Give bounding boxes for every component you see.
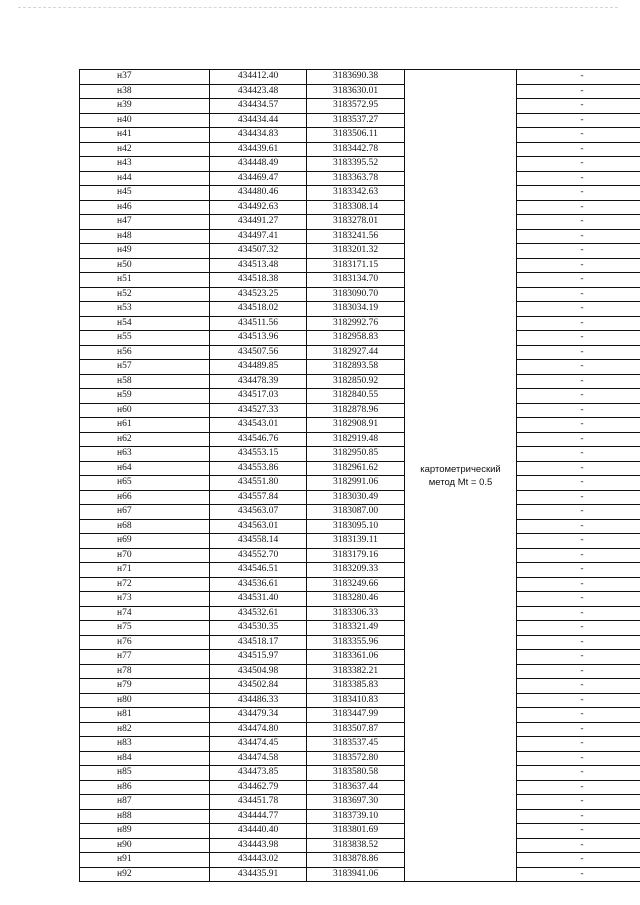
y-coordinate-cell: 3183278.01 — [307, 215, 405, 230]
y-coordinate-cell: 3183739.10 — [307, 809, 405, 824]
y-coordinate-cell: 3183030.49 — [307, 490, 405, 505]
description-cell: - — [517, 432, 640, 447]
y-coordinate-cell: 3182992.76 — [307, 316, 405, 331]
description-cell: - — [517, 128, 640, 143]
y-coordinate-cell: 3182950.85 — [307, 447, 405, 462]
description-cell: - — [517, 186, 640, 201]
y-coordinate-cell: 3183537.45 — [307, 737, 405, 752]
point-name-cell: н39 — [80, 99, 210, 114]
x-coordinate-cell: 434443.02 — [210, 853, 307, 868]
description-cell: - — [517, 331, 640, 346]
description-cell: - — [517, 374, 640, 389]
point-name-cell: н46 — [80, 200, 210, 215]
description-cell: - — [517, 316, 640, 331]
point-name-cell: н51 — [80, 273, 210, 288]
point-name-cell: н52 — [80, 287, 210, 302]
description-cell: - — [517, 244, 640, 259]
x-coordinate-cell: 434504.98 — [210, 664, 307, 679]
point-name-cell: н79 — [80, 679, 210, 694]
table-row — [80, 780, 640, 795]
table-row — [80, 99, 640, 114]
description-cell: - — [517, 345, 640, 360]
table-row — [80, 157, 640, 172]
description-cell: - — [517, 113, 640, 128]
description-cell: - — [517, 780, 640, 795]
y-coordinate-cell: 3183580.58 — [307, 766, 405, 781]
description-cell: - — [517, 766, 640, 781]
description-cell: - — [517, 84, 640, 99]
description-cell: - — [517, 418, 640, 433]
point-name-cell: н76 — [80, 635, 210, 650]
y-coordinate-cell: 3182850.92 — [307, 374, 405, 389]
x-coordinate-cell: 434518.17 — [210, 635, 307, 650]
x-coordinate-cell: 434435.91 — [210, 867, 307, 882]
y-coordinate-cell: 3182958.83 — [307, 331, 405, 346]
description-cell: - — [517, 737, 640, 752]
y-coordinate-cell: 3183087.00 — [307, 505, 405, 520]
table-row — [80, 505, 640, 520]
y-coordinate-cell: 3183630.01 — [307, 84, 405, 99]
description-cell: - — [517, 650, 640, 665]
y-coordinate-cell: 3183134.70 — [307, 273, 405, 288]
table-row — [80, 360, 640, 375]
table-row — [80, 447, 640, 462]
table-row — [80, 244, 640, 259]
y-coordinate-cell: 3183280.46 — [307, 592, 405, 607]
description-cell: - — [517, 360, 640, 375]
description-cell: - — [517, 490, 640, 505]
table-row — [80, 128, 640, 143]
table-row — [80, 679, 640, 694]
table-row — [80, 519, 640, 534]
point-name-cell: н91 — [80, 853, 210, 868]
y-coordinate-cell: 3183090.70 — [307, 287, 405, 302]
table-row — [80, 476, 640, 491]
x-coordinate-cell: 434478.39 — [210, 374, 307, 389]
y-coordinate-cell: 3183171.15 — [307, 258, 405, 273]
y-coordinate-cell: 3183801.69 — [307, 824, 405, 839]
point-name-cell: н61 — [80, 418, 210, 433]
table-row — [80, 461, 640, 476]
x-coordinate-cell: 434513.96 — [210, 331, 307, 346]
method-accuracy: метод Mt = 0.5 — [428, 476, 493, 488]
y-coordinate-cell: 3183637.44 — [307, 780, 405, 795]
y-coordinate-cell: 3183941.06 — [307, 867, 405, 882]
y-coordinate-cell: 3183395.52 — [307, 157, 405, 172]
y-coordinate-cell: 3183321.49 — [307, 621, 405, 636]
x-coordinate-cell: 434558.14 — [210, 534, 307, 549]
x-coordinate-cell: 434434.44 — [210, 113, 307, 128]
point-name-cell: н82 — [80, 722, 210, 737]
table-row — [80, 664, 640, 679]
table-row — [80, 229, 640, 244]
x-coordinate-cell: 434543.01 — [210, 418, 307, 433]
description-cell: - — [517, 534, 640, 549]
y-coordinate-cell: 3183306.33 — [307, 606, 405, 621]
point-name-cell: н56 — [80, 345, 210, 360]
point-name-cell: н66 — [80, 490, 210, 505]
table-row — [80, 534, 640, 549]
y-coordinate-cell: 3183342.63 — [307, 186, 405, 201]
description-cell: - — [517, 838, 640, 853]
description-cell: - — [517, 258, 640, 273]
y-coordinate-cell: 3183209.33 — [307, 563, 405, 578]
x-coordinate-cell: 434491.27 — [210, 215, 307, 230]
table-row — [80, 171, 640, 186]
description-cell: - — [517, 99, 640, 114]
description-cell: - — [517, 142, 640, 157]
table-row — [80, 389, 640, 404]
point-name-cell: н86 — [80, 780, 210, 795]
table-row — [80, 824, 640, 839]
y-coordinate-cell: 3183034.19 — [307, 302, 405, 317]
y-coordinate-cell: 3182927.44 — [307, 345, 405, 360]
description-cell: - — [517, 621, 640, 636]
y-coordinate-cell: 3182919.48 — [307, 432, 405, 447]
x-coordinate-cell: 434439.61 — [210, 142, 307, 157]
y-coordinate-cell: 3183410.83 — [307, 693, 405, 708]
point-name-cell: н87 — [80, 795, 210, 810]
table-row — [80, 186, 640, 201]
table-row — [80, 490, 640, 505]
x-coordinate-cell: 434557.84 — [210, 490, 307, 505]
point-name-cell: н73 — [80, 592, 210, 607]
description-cell: - — [517, 824, 640, 839]
y-coordinate-cell: 3183507.87 — [307, 722, 405, 737]
description-cell: - — [517, 70, 640, 85]
point-name-cell: н75 — [80, 621, 210, 636]
description-cell: - — [517, 679, 640, 694]
y-coordinate-cell: 3183878.86 — [307, 853, 405, 868]
y-coordinate-cell: 3183506.11 — [307, 128, 405, 143]
description-cell: - — [517, 606, 640, 621]
description-cell: - — [517, 215, 640, 230]
x-coordinate-cell: 434530.35 — [210, 621, 307, 636]
x-coordinate-cell: 434423.48 — [210, 84, 307, 99]
method-name: картометрический — [420, 463, 501, 475]
x-coordinate-cell: 434523.25 — [210, 287, 307, 302]
y-coordinate-cell: 3183572.80 — [307, 751, 405, 766]
coordinates-table-body — [80, 70, 640, 882]
x-coordinate-cell: 434518.02 — [210, 302, 307, 317]
point-name-cell: н64 — [80, 461, 210, 476]
point-name-cell: н48 — [80, 229, 210, 244]
point-name-cell: н60 — [80, 403, 210, 418]
point-name-cell: н44 — [80, 171, 210, 186]
table-row — [80, 215, 640, 230]
description-cell: - — [517, 461, 640, 476]
point-name-cell: н59 — [80, 389, 210, 404]
point-name-cell: н89 — [80, 824, 210, 839]
y-coordinate-cell: 3183442.78 — [307, 142, 405, 157]
point-name-cell: н92 — [80, 867, 210, 882]
x-coordinate-cell: 434511.56 — [210, 316, 307, 331]
table-row — [80, 635, 640, 650]
point-name-cell: н70 — [80, 548, 210, 563]
description-cell: - — [517, 577, 640, 592]
x-coordinate-cell: 434434.83 — [210, 128, 307, 143]
y-coordinate-cell: 3182991.06 — [307, 476, 405, 491]
x-coordinate-cell: 434474.58 — [210, 751, 307, 766]
table-row — [80, 374, 640, 389]
description-cell: - — [517, 476, 640, 491]
table-row — [80, 316, 640, 331]
x-coordinate-cell: 434480.46 — [210, 186, 307, 201]
y-coordinate-cell: 3183537.27 — [307, 113, 405, 128]
x-coordinate-cell: 434515.97 — [210, 650, 307, 665]
x-coordinate-cell: 434444.77 — [210, 809, 307, 824]
table-row — [80, 722, 640, 737]
point-name-cell: н49 — [80, 244, 210, 259]
x-coordinate-cell: 434474.45 — [210, 737, 307, 752]
description-cell: - — [517, 229, 640, 244]
page-top-rule — [18, 7, 618, 8]
point-name-cell: н81 — [80, 708, 210, 723]
y-coordinate-cell: 3183572.95 — [307, 99, 405, 114]
point-name-cell: н58 — [80, 374, 210, 389]
description-cell: - — [517, 287, 640, 302]
x-coordinate-cell: 434552.70 — [210, 548, 307, 563]
x-coordinate-cell: 434462.79 — [210, 780, 307, 795]
x-coordinate-cell: 434448.49 — [210, 157, 307, 172]
table-row — [80, 200, 640, 215]
x-coordinate-cell: 434492.63 — [210, 200, 307, 215]
description-cell: - — [517, 751, 640, 766]
y-coordinate-cell: 3183249.66 — [307, 577, 405, 592]
table-row — [80, 867, 640, 882]
table-row — [80, 84, 640, 99]
point-name-cell: н41 — [80, 128, 210, 143]
x-coordinate-cell: 434434.57 — [210, 99, 307, 114]
table-row — [80, 751, 640, 766]
point-name-cell: н90 — [80, 838, 210, 853]
y-coordinate-cell: 3183382.21 — [307, 664, 405, 679]
x-coordinate-cell: 434532.61 — [210, 606, 307, 621]
x-coordinate-cell: 434497.41 — [210, 229, 307, 244]
table-row — [80, 708, 640, 723]
y-coordinate-cell: 3182840.55 — [307, 389, 405, 404]
point-name-cell: н45 — [80, 186, 210, 201]
table-row — [80, 113, 640, 128]
point-name-cell: н47 — [80, 215, 210, 230]
y-coordinate-cell: 3183139.11 — [307, 534, 405, 549]
x-coordinate-cell: 434469.47 — [210, 171, 307, 186]
x-coordinate-cell: 434473.85 — [210, 766, 307, 781]
y-coordinate-cell: 3183355.96 — [307, 635, 405, 650]
x-coordinate-cell: 434479.34 — [210, 708, 307, 723]
y-coordinate-cell: 3183308.14 — [307, 200, 405, 215]
y-coordinate-cell: 3183241.56 — [307, 229, 405, 244]
x-coordinate-cell: 434551.80 — [210, 476, 307, 491]
point-name-cell: н42 — [80, 142, 210, 157]
table-row — [80, 563, 640, 578]
description-cell: - — [517, 592, 640, 607]
x-coordinate-cell: 434563.07 — [210, 505, 307, 520]
description-cell: - — [517, 708, 640, 723]
table-row — [80, 142, 640, 157]
y-coordinate-cell: 3183361.06 — [307, 650, 405, 665]
point-name-cell: н72 — [80, 577, 210, 592]
description-cell: - — [517, 505, 640, 520]
table-row — [80, 693, 640, 708]
y-coordinate-cell: 3182893.58 — [307, 360, 405, 375]
x-coordinate-cell: 434518.38 — [210, 273, 307, 288]
point-name-cell: н54 — [80, 316, 210, 331]
y-coordinate-cell: 3183385.83 — [307, 679, 405, 694]
x-coordinate-cell: 434486.33 — [210, 693, 307, 708]
table-row — [80, 621, 640, 636]
point-name-cell: н78 — [80, 664, 210, 679]
table-row — [80, 606, 640, 621]
table-row — [80, 766, 640, 781]
x-coordinate-cell: 434507.56 — [210, 345, 307, 360]
description-cell: - — [517, 171, 640, 186]
point-name-cell: н77 — [80, 650, 210, 665]
description-cell: - — [517, 200, 640, 215]
description-cell: - — [517, 795, 640, 810]
table-row — [80, 418, 640, 433]
point-name-cell: н65 — [80, 476, 210, 491]
y-coordinate-cell: 3183838.52 — [307, 838, 405, 853]
method-cell — [405, 70, 517, 882]
table-row — [80, 809, 640, 824]
x-coordinate-cell: 434507.32 — [210, 244, 307, 259]
point-name-cell: н71 — [80, 563, 210, 578]
description-cell: - — [517, 722, 640, 737]
point-name-cell: н69 — [80, 534, 210, 549]
y-coordinate-cell: 3182961.62 — [307, 461, 405, 476]
description-cell: - — [517, 853, 640, 868]
description-cell: - — [517, 548, 640, 563]
x-coordinate-cell: 434546.51 — [210, 563, 307, 578]
x-coordinate-cell: 434531.40 — [210, 592, 307, 607]
x-coordinate-cell: 434502.84 — [210, 679, 307, 694]
point-name-cell: н62 — [80, 432, 210, 447]
point-name-cell: н43 — [80, 157, 210, 172]
description-cell: - — [517, 563, 640, 578]
table-row — [80, 287, 640, 302]
point-name-cell: н40 — [80, 113, 210, 128]
x-coordinate-cell: 434451.78 — [210, 795, 307, 810]
table-row — [80, 273, 640, 288]
y-coordinate-cell: 3182908.91 — [307, 418, 405, 433]
y-coordinate-cell: 3183363.78 — [307, 171, 405, 186]
table-row — [80, 838, 640, 853]
table-row — [80, 302, 640, 317]
y-coordinate-cell: 3183179.16 — [307, 548, 405, 563]
point-name-cell: н85 — [80, 766, 210, 781]
x-coordinate-cell: 434546.76 — [210, 432, 307, 447]
table-row — [80, 331, 640, 346]
x-coordinate-cell: 434474.80 — [210, 722, 307, 737]
description-cell: - — [517, 157, 640, 172]
y-coordinate-cell: 3183690.38 — [307, 70, 405, 85]
point-name-cell: н38 — [80, 84, 210, 99]
table-row — [80, 548, 640, 563]
table-row — [80, 592, 640, 607]
x-coordinate-cell: 434440.40 — [210, 824, 307, 839]
point-name-cell: н50 — [80, 258, 210, 273]
table-row — [80, 650, 640, 665]
table-row — [80, 737, 640, 752]
x-coordinate-cell: 434443.98 — [210, 838, 307, 853]
table-row — [80, 577, 640, 592]
x-coordinate-cell: 434527.33 — [210, 403, 307, 418]
x-coordinate-cell: 434563.01 — [210, 519, 307, 534]
table-row — [80, 258, 640, 273]
description-cell: - — [517, 519, 640, 534]
table-row — [80, 432, 640, 447]
x-coordinate-cell: 434553.86 — [210, 461, 307, 476]
point-name-cell: н67 — [80, 505, 210, 520]
description-cell: - — [517, 302, 640, 317]
point-name-cell: н83 — [80, 737, 210, 752]
x-coordinate-cell: 434513.48 — [210, 258, 307, 273]
x-coordinate-cell: 434489.85 — [210, 360, 307, 375]
description-cell: - — [517, 447, 640, 462]
x-coordinate-cell: 434553.15 — [210, 447, 307, 462]
point-name-cell: н55 — [80, 331, 210, 346]
y-coordinate-cell: 3183447.99 — [307, 708, 405, 723]
point-name-cell: н53 — [80, 302, 210, 317]
x-coordinate-cell: 434536.61 — [210, 577, 307, 592]
description-cell: - — [517, 809, 640, 824]
description-cell: - — [517, 693, 640, 708]
description-cell: - — [517, 403, 640, 418]
description-cell: - — [517, 635, 640, 650]
table-row — [80, 403, 640, 418]
point-name-cell: н37 — [80, 70, 210, 85]
y-coordinate-cell: 3183095.10 — [307, 519, 405, 534]
y-coordinate-cell: 3182878.96 — [307, 403, 405, 418]
description-cell: - — [517, 389, 640, 404]
table-row — [80, 345, 640, 360]
point-name-cell: н88 — [80, 809, 210, 824]
table-row — [80, 70, 640, 85]
point-name-cell: н57 — [80, 360, 210, 375]
table-row — [80, 795, 640, 810]
description-cell: - — [517, 867, 640, 882]
point-name-cell: н63 — [80, 447, 210, 462]
description-cell: - — [517, 664, 640, 679]
x-coordinate-cell: 434412.40 — [210, 70, 307, 85]
description-cell: - — [517, 273, 640, 288]
point-name-cell: н84 — [80, 751, 210, 766]
point-name-cell: н80 — [80, 693, 210, 708]
coordinates-table — [79, 69, 640, 882]
y-coordinate-cell: 3183697.30 — [307, 795, 405, 810]
point-name-cell: н74 — [80, 606, 210, 621]
table-row — [80, 853, 640, 868]
x-coordinate-cell: 434517.03 — [210, 389, 307, 404]
point-name-cell: н68 — [80, 519, 210, 534]
y-coordinate-cell: 3183201.32 — [307, 244, 405, 259]
